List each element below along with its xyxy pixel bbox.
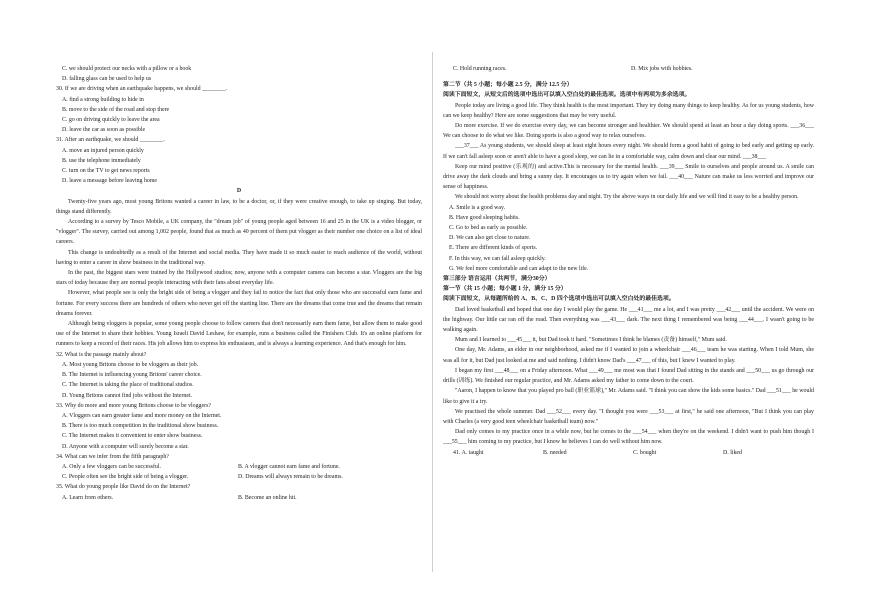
cloze-paragraph: One day, Mr. Adams, an elder in our neighborhood, asked me if I wanted to join a wheelchair ___46___ team he was starting. When I told Mum, she was all for it, but Dad just looked at me and said nothing. I didn't know Dad's ___47___ of this, but I knew I wanted to play.: [443, 347, 814, 364]
section-2-paragraph: Keep our mind positive (乐观的) and active.This is necessary for the mental health. ___39___ Smile to ourselves and people around us. A smile can drive away the dark clouds and bring a sunny day. It encourages us to try again when we fail. ___40___ Nature can make us less worried and improve our sense of happiness.: [443, 163, 814, 191]
q33-option-c: C. The Internet makes it convenient to enter show business.: [62, 433, 203, 440]
q34-options-row: [56, 462, 422, 472]
section-2-paragraph: We should not worry about the health problems day and night. Try the above ways in our daily life and we will find it easy to be a healthy person.: [455, 194, 799, 201]
q35-options-row: [56, 493, 422, 503]
left-column: [56, 64, 422, 503]
section-2-title: 第二节（共 5 小题；每小题 2.5 分，满分 12.5 分）: [443, 82, 573, 89]
section-2-paragraph: People today are living a good life. They think health is the most important. They try doing many things to keep healthy. As for us young students, how can we keep healthy? Here are some suggestions that may be very useful.: [443, 102, 814, 119]
section-1-instructions: 阅读下面短文，从每题所给的 A、B、C、D 四个选项中选出可以填入空白处的最佳选项。: [443, 296, 675, 303]
q33-stem: 33. Why do more and more young Britons choose to be vloggers?: [56, 402, 211, 409]
q29-option-c: C. we should protect our necks with a pillow or a book: [62, 66, 192, 72]
q30-option-c: C. go on driving quickly to leave the area: [62, 117, 160, 124]
q30-option-d: D. leave the car as soon as possible: [62, 127, 146, 134]
q34-option-c: C. People often see the bright side of being a vlogger.: [62, 474, 189, 481]
section-2-option-e: E. There are different kinds of sports.: [449, 245, 538, 252]
cloze-paragraph: Dad only comes to my practice once in a while now, but he comes to the ___54___ when they're on the weekend. I didn't want to push him though I ___55___ him coming to my practice, but I know he believes I can do well without him now.: [443, 429, 814, 446]
passage-d-paragraph: This change is undoubtedly as a result of the Internet and social media. They have made it so much easier to reach audience of the world, without having to enter a career in show business in the traditional way.: [56, 249, 422, 266]
section-2-instructions: 阅读下面短文，从短文后的选项中选出可以填入空白处的最佳选项。选项中有两项为多余选项。: [443, 92, 691, 99]
q41-options-row: [443, 448, 814, 458]
passage-d-paragraph: However, what people see is only the bright side of being a vlogger and they fail to notice the fact that only those who are successful earn fame and fortune. For every success there are hundreds of others who never get off the starting line. There are the dreams that come true and the dreams that remain dreams forever.: [56, 290, 422, 317]
cloze-paragraph: I began my first ___48___ on a Friday afternoon. What ___49___ me most was that I found Dad sitting in the stands and ___50___ us go through our drills (训练). We finished our regular practice, and Mr. Adams asked my father to come down to the court.: [443, 367, 814, 385]
q41-option-b: B. needed: [543, 449, 567, 456]
q33-option-b: B. There is too much competition in the traditional show business.: [62, 423, 219, 430]
section-2-option-c: C. Go to bed as early as possible.: [449, 225, 528, 232]
passage-d-paragraph: Although being vloggers is popular, some young people choose to follow careers that don't necessarily earn them fame, but allow them to make good use of the Internet to share their hobbies. Young Israeli David Leshaw, for example, runs a business called the Finishers Club. It's an online platform for runners to keep a record of their races. His job allows him to express his enthusiasm, and is always a learning experience. And that's enough for him.: [56, 321, 422, 348]
q35-option-d: D. Mix jobs with hobbies.: [631, 66, 693, 72]
q33-option-a: A. Vloggers can earn greater fame and more money on the Internet.: [62, 412, 222, 419]
q31-option-c: C. turn on the TV to get news reports: [62, 168, 150, 175]
q35-options-row: [443, 64, 814, 74]
q32-option-b: B. The Internet is influencing young Britons' career choice.: [62, 372, 202, 379]
right-column: [443, 64, 814, 458]
q30-stem: 30. If we are driving when an earthquake happens, we should ________.: [56, 86, 228, 93]
q34-options-row: [56, 472, 422, 482]
q35-option-c: C. Hold running races.: [453, 66, 507, 72]
q31-option-b: B. use the telephone immediately: [62, 157, 141, 164]
q35-stem: 35. What do young people like David do on the Internet?: [56, 484, 191, 491]
section-2-option-b: B. Have good sleeping habits.: [449, 214, 520, 221]
section-2-option-d: D. We can also get close to nature.: [449, 235, 531, 242]
passage-d-heading: D: [236, 188, 242, 195]
passage-d-paragraph: In the past, the biggest stars were trained by the Hollywood studios; now, anyone with a computer camera can become a star. Vloggers are the big stars of today because they are normal people interacting with their fans about everyday life.: [56, 270, 422, 287]
cloze-paragraph: "Aaron, I happen to know that you played pro ball (职业篮球)," Mr. Adams said. "I think you can show the kids some basics." Dad ___51___ he would like to give it a try.: [443, 388, 814, 405]
q32-option-d: D. Young Britons cannot find jobs without the Internet.: [62, 392, 193, 399]
q33-option-d: D. Anyone with a computer will surely become a star.: [62, 443, 189, 450]
q41-option-c: C. bought: [633, 449, 657, 456]
cloze-paragraph: Dad loved basketball and hoped that one day I would play the game. He ___41___ me a lot, and I was pretty ___42___ until the accident. We were on the highway. Our little car ran off the road. Then everything was ___43___ dark. The next thing I remembered was being ___44___. I wasn't going to be walking again.: [443, 306, 814, 334]
q29-option-d: D. falling glass can be used to help us: [62, 76, 152, 83]
q34-option-a: A. Only a few vloggers can be successful.: [62, 463, 161, 470]
q31-option-d: D. leave a message before leaving home: [62, 178, 158, 185]
q34-option-d: D. Dreams will always remain to be dreams.: [238, 474, 343, 481]
section-2-option-a: A. Smile is a good way.: [449, 204, 506, 211]
q32-stem: 32. What is the passage mainly about?: [56, 351, 147, 358]
section-2-option-f: F. In this way, we can fall asleep quickly.: [449, 255, 546, 262]
cloze-paragraph: We practised the whole summer. Dad ___52___ every day. "I thought you were ___53___ at first," he said one afternoon, "But I think you can play with Charles (a very good teen wheelchair basketball team) now.": [443, 408, 814, 425]
q41-option-d: D. liked: [723, 449, 742, 456]
q30-option-b: B. move to the side of the road and stop there: [62, 106, 170, 113]
part-3-title: 第三部分 语言运用（共两节，满分30分）: [443, 276, 551, 283]
q35-option-b: B. Become an online hit.: [238, 494, 297, 501]
q31-option-a: A. move an injured person quickly: [62, 147, 144, 154]
q31-stem: 31. After an earthquake, we should ________.: [56, 137, 165, 144]
section-2-option-g: G. We feel more comfortable and can adapt to the new life.: [449, 265, 589, 272]
cloze-paragraph: Mum and I learned to ___45___ it, but Dad took it hard. "Sometimes I think he blames (责备) himself," Mum said.: [455, 337, 727, 344]
column-divider: [432, 52, 433, 572]
passage-d-paragraph: Twenty-five years ago, most young Britons wanted a career in law, to be a doctor, or, if they were creative enough, to take up singing. But today, things stand differently.: [56, 198, 422, 215]
q30-option-a: A. find a strong building to hide in: [62, 96, 144, 103]
passage-d-paragraph: According to a survey by Tesco Mobile, a UK company, the "dream job" of young people aged between 16 and 25 in the UK is a video blogger, or "vlogger". The survey, carried out among 1,002 people, found that as much as 40 percent of them put vlogger as their number one choice on a list of ideal careers.: [56, 219, 422, 246]
section-2-paragraph: ___37___ As young students, we should sleep at least eight hours every night. We should form a good habit of going to bed early and getting up early. If we can't fall asleep soon or aren't able to have a good sleep, we can lie in a comfortable way, calm down and clear our mind. ___38___: [443, 143, 814, 160]
section-1-title: 第一节（共 15 小题；每小题 1 分，满分 15 分）: [443, 286, 567, 293]
q34-stem: 34. What can we infer from the fifth paragraph?: [56, 453, 169, 460]
section-2-paragraph: Do more exercise. If we do exercise every day, we can become stronger and healthier. We should spend at least an hour a day doing sports. ___36___ We can choose to do what we like. Doing sports is also a good way to relax ourselves.: [443, 123, 814, 140]
q35-option-a: A. Learn from others.: [62, 494, 114, 501]
q41-option-a: 41. A. taught: [453, 449, 484, 456]
q34-option-b: B. A vlogger cannot earn fame and fortune.: [238, 463, 340, 470]
q32-option-a: A. Most young Britons choose to be vloggers as their job.: [62, 361, 199, 368]
q32-option-c: C. The Internet is taking the place of traditional studios.: [62, 382, 194, 389]
